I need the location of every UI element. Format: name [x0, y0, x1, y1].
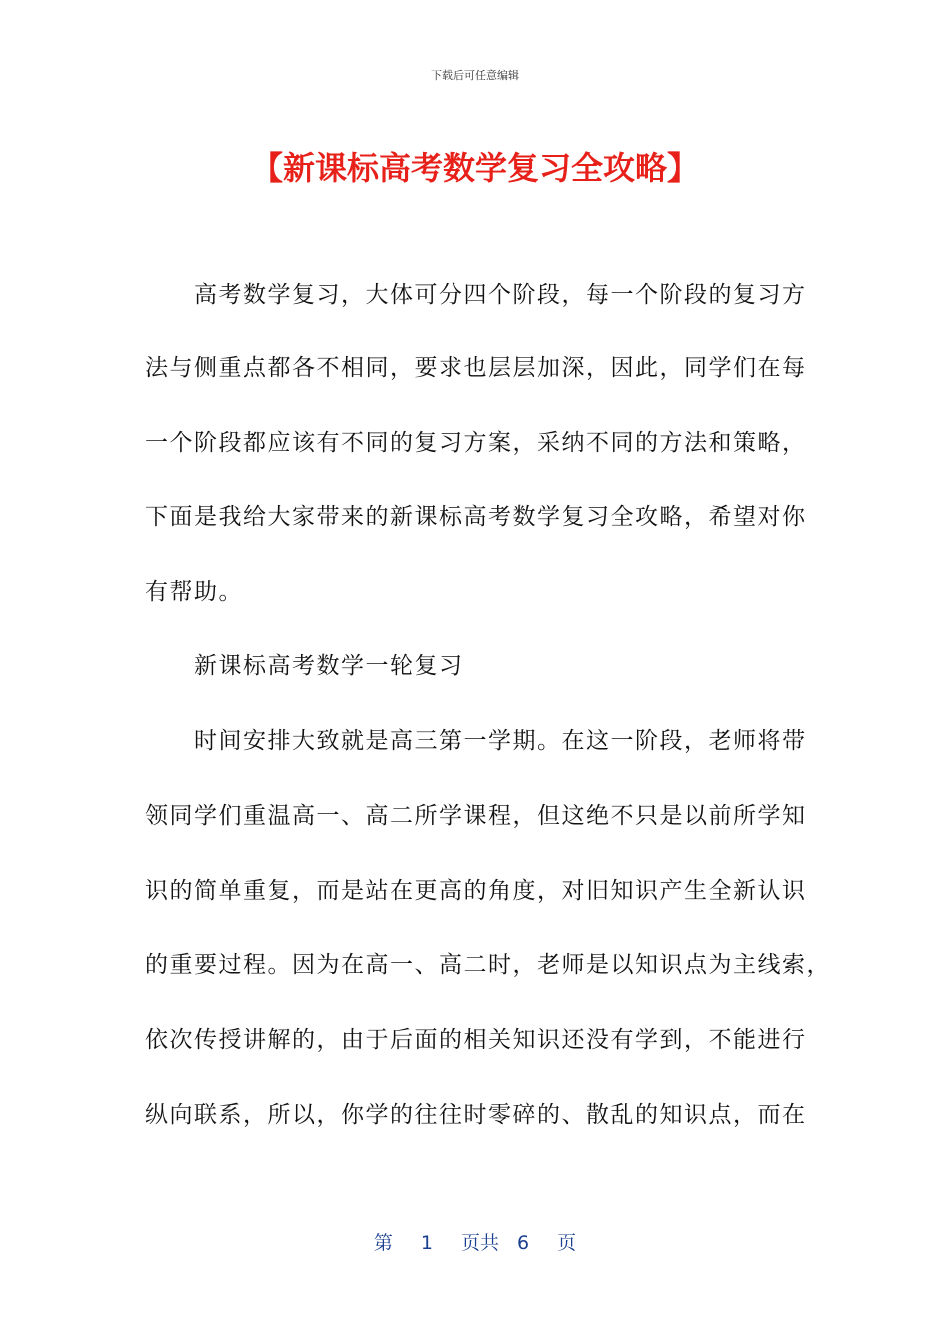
page-footer — [0, 1228, 950, 1255]
paragraph-line: 领同学们重温高一、高二所学课程，但这绝不只是以前所学知 — [145, 803, 807, 829]
footer-page-prefix: 第 — [373, 1232, 393, 1254]
header-note: 下载后可任意编辑 — [431, 69, 519, 82]
paragraph-line: 的重要过程。因为在高一、高二时，老师是以知识点为主线索， — [145, 952, 831, 978]
paragraph-line: 依次传授讲解的，由于后面的相关知识还没有学到，不能进行 — [145, 1027, 807, 1053]
paragraph-line: 纵向联系，所以，你学的往往时零碎的、散乱的知识点，而在 — [145, 1102, 807, 1128]
paragraph-line: 法与侧重点都各不相同，要求也层层加深，因此，同学们在每 — [145, 355, 807, 381]
section-heading: 新课标高考数学一轮复习 — [145, 653, 464, 679]
paragraph-line: 下面是我给大家带来的新课标高考数学复习全攻略，希望对你 — [145, 504, 807, 530]
paragraph-line: 高考数学复习，大体可分四个阶段，每一个阶段的复习方 — [145, 282, 807, 308]
paragraph-line: 识的简单重复，而是站在更高的角度，对旧知识产生全新认识 — [145, 878, 807, 904]
paragraph-line: 有帮助。 — [145, 579, 243, 605]
footer-page-suffix: 页 — [557, 1232, 577, 1254]
footer-page-mid: 页共 — [460, 1232, 499, 1254]
footer-page-total: 6 — [517, 1232, 530, 1254]
paragraph-line: 一个阶段都应该有不同的复习方案，采纳不同的方法和策略， — [145, 430, 807, 456]
footer-page-number: 1 — [420, 1232, 433, 1254]
paragraph-line: 时间安排大致就是高三第一学期。在这一阶段，老师将带 — [145, 728, 807, 754]
document-title: 【新课标高考数学复习全攻略】 — [250, 149, 699, 187]
